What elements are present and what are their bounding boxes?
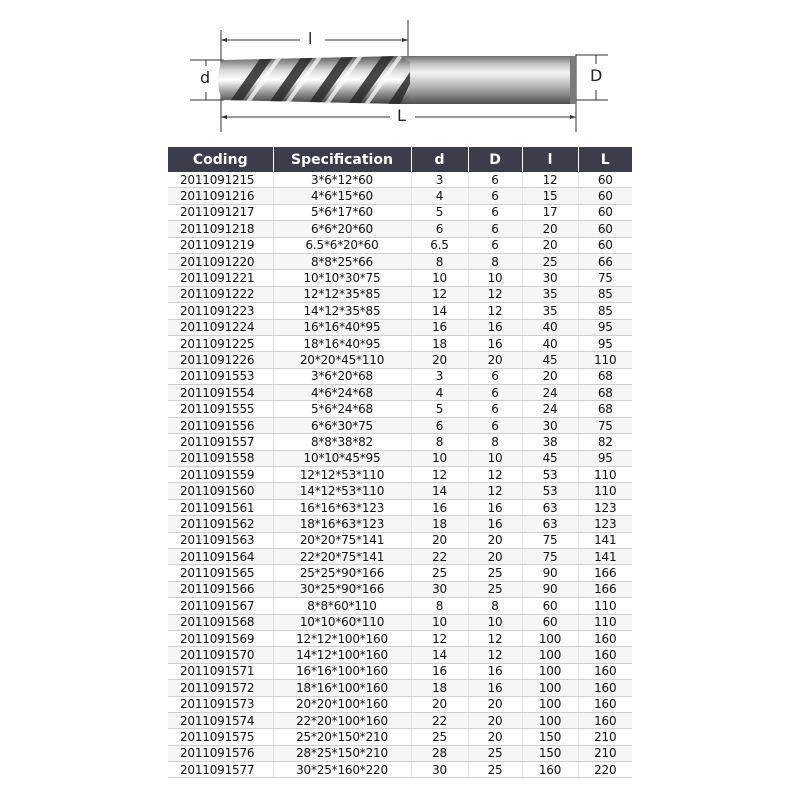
cell-specification: 5*6*24*68 — [273, 401, 411, 417]
cell-specification: 25*20*150*210 — [273, 729, 411, 745]
table-row — [168, 188, 632, 204]
shank-diameter-label: D — [590, 66, 603, 85]
table-row — [168, 483, 632, 499]
table-row — [168, 516, 632, 532]
cell-l: 100 — [522, 663, 578, 679]
cell-coding: 2011091563 — [168, 532, 273, 548]
cell-L: 160 — [578, 663, 632, 679]
cell-l: 75 — [522, 532, 578, 548]
cell-coding: 2011091568 — [168, 614, 273, 630]
cell-l: 100 — [522, 680, 578, 696]
cell-specification: 16*16*100*160 — [273, 663, 411, 679]
cell-D: 8 — [468, 598, 522, 614]
table-row — [168, 729, 632, 745]
cell-D: 6 — [468, 385, 522, 401]
cell-D: 25 — [468, 745, 522, 761]
cell-L: 60 — [578, 237, 632, 253]
cell-D: 20 — [468, 532, 522, 548]
cell-coding: 2011091557 — [168, 434, 273, 450]
table-row — [168, 434, 632, 450]
cell-l: 150 — [522, 745, 578, 761]
cell-specification: 20*20*75*141 — [273, 532, 411, 548]
cell-D: 12 — [468, 286, 522, 302]
cell-coding: 2011091576 — [168, 745, 273, 761]
cell-specification: 25*25*90*166 — [273, 565, 411, 581]
cell-L: 60 — [578, 188, 632, 204]
cell-d: 22 — [411, 548, 468, 564]
cell-L: 75 — [578, 270, 632, 286]
cell-L: 141 — [578, 532, 632, 548]
cell-specification: 30*25*90*166 — [273, 581, 411, 597]
cell-specification: 8*8*38*82 — [273, 434, 411, 450]
cell-specification: 6.5*6*20*60 — [273, 237, 411, 253]
cell-d: 10 — [411, 270, 468, 286]
cell-D: 6 — [468, 204, 522, 220]
cell-l: 100 — [522, 647, 578, 663]
cell-l: 17 — [522, 204, 578, 220]
cell-D: 6 — [468, 237, 522, 253]
cell-l: 12 — [522, 172, 578, 188]
cell-L: 123 — [578, 516, 632, 532]
cell-d: 8 — [411, 253, 468, 269]
cell-coding: 2011091564 — [168, 548, 273, 564]
cell-L: 60 — [578, 204, 632, 220]
cell-D: 8 — [468, 253, 522, 269]
cell-l: 75 — [522, 548, 578, 564]
cell-specification: 10*10*60*110 — [273, 614, 411, 630]
cell-specification: 14*12*53*110 — [273, 483, 411, 499]
cell-specification: 10*10*45*95 — [273, 450, 411, 466]
cell-coding: 2011091555 — [168, 401, 273, 417]
table-row — [168, 680, 632, 696]
cell-D: 20 — [468, 352, 522, 368]
cell-l: 53 — [522, 483, 578, 499]
table-row — [168, 745, 632, 761]
cell-L: 110 — [578, 467, 632, 483]
cell-L: 60 — [578, 221, 632, 237]
cell-d: 3 — [411, 368, 468, 384]
header-D: D — [468, 147, 522, 172]
cell-d: 12 — [411, 286, 468, 302]
cell-L: 60 — [578, 172, 632, 188]
cell-coding: 2011091222 — [168, 286, 273, 302]
cell-coding: 2011091577 — [168, 762, 273, 778]
cell-l: 90 — [522, 581, 578, 597]
cell-d: 14 — [411, 483, 468, 499]
cell-L: 75 — [578, 417, 632, 433]
cell-coding: 2011091566 — [168, 581, 273, 597]
cell-specification: 14*12*100*160 — [273, 647, 411, 663]
cell-L: 82 — [578, 434, 632, 450]
cell-l: 45 — [522, 450, 578, 466]
cell-L: 160 — [578, 680, 632, 696]
table-row — [168, 352, 632, 368]
table-row — [168, 253, 632, 269]
cell-l: 53 — [522, 467, 578, 483]
cell-D: 10 — [468, 614, 522, 630]
cell-d: 18 — [411, 335, 468, 351]
cell-L: 166 — [578, 581, 632, 597]
cell-coding: 2011091221 — [168, 270, 273, 286]
cell-coding: 2011091558 — [168, 450, 273, 466]
specification-table — [168, 147, 632, 778]
cell-l: 38 — [522, 434, 578, 450]
cell-specification: 28*25*150*210 — [273, 745, 411, 761]
cell-specification: 8*8*25*66 — [273, 253, 411, 269]
cell-coding: 2011091218 — [168, 221, 273, 237]
cell-d: 4 — [411, 385, 468, 401]
table-row — [168, 237, 632, 253]
cell-D: 20 — [468, 548, 522, 564]
cell-L: 110 — [578, 614, 632, 630]
cell-d: 10 — [411, 614, 468, 630]
table-row — [168, 385, 632, 401]
flute-length-label: l — [308, 29, 313, 48]
cell-coding: 2011091225 — [168, 335, 273, 351]
table-row — [168, 581, 632, 597]
table-row — [168, 598, 632, 614]
cell-D: 12 — [468, 630, 522, 646]
cell-coding: 2011091556 — [168, 417, 273, 433]
cell-specification: 14*12*35*85 — [273, 303, 411, 319]
cell-l: 45 — [522, 352, 578, 368]
table-row — [168, 548, 632, 564]
table-row — [168, 417, 632, 433]
cell-coding: 2011091219 — [168, 237, 273, 253]
cell-coding: 2011091569 — [168, 630, 273, 646]
cell-d: 6.5 — [411, 237, 468, 253]
cell-l: 30 — [522, 270, 578, 286]
cell-l: 25 — [522, 253, 578, 269]
cell-d: 16 — [411, 499, 468, 515]
cell-coding: 2011091554 — [168, 385, 273, 401]
cell-L: 66 — [578, 253, 632, 269]
cell-d: 3 — [411, 172, 468, 188]
cell-d: 6 — [411, 221, 468, 237]
cell-coding: 2011091215 — [168, 172, 273, 188]
cell-specification: 18*16*40*95 — [273, 335, 411, 351]
cell-coding: 2011091226 — [168, 352, 273, 368]
cell-l: 60 — [522, 598, 578, 614]
cell-coding: 2011091562 — [168, 516, 273, 532]
cell-coding: 2011091574 — [168, 712, 273, 728]
cell-l: 100 — [522, 696, 578, 712]
table-body — [168, 172, 632, 778]
cell-d: 20 — [411, 352, 468, 368]
cell-D: 10 — [468, 450, 522, 466]
table-row — [168, 450, 632, 466]
cell-coding: 2011091575 — [168, 729, 273, 745]
cell-specification: 22*20*100*160 — [273, 712, 411, 728]
cell-d: 8 — [411, 598, 468, 614]
table-row — [168, 270, 632, 286]
cell-d: 14 — [411, 647, 468, 663]
cell-D: 8 — [468, 434, 522, 450]
cell-D: 12 — [468, 467, 522, 483]
cell-L: 68 — [578, 401, 632, 417]
cell-L: 210 — [578, 745, 632, 761]
cell-D: 20 — [468, 696, 522, 712]
table-row — [168, 467, 632, 483]
table-row — [168, 401, 632, 417]
cell-coding: 2011091561 — [168, 499, 273, 515]
cell-l: 30 — [522, 417, 578, 433]
cell-L: 160 — [578, 630, 632, 646]
cell-D: 6 — [468, 221, 522, 237]
cell-D: 16 — [468, 335, 522, 351]
cell-L: 68 — [578, 368, 632, 384]
cell-coding: 2011091220 — [168, 253, 273, 269]
cell-coding: 2011091560 — [168, 483, 273, 499]
cell-L: 95 — [578, 319, 632, 335]
cell-specification: 4*6*15*60 — [273, 188, 411, 204]
cell-D: 16 — [468, 680, 522, 696]
cell-d: 10 — [411, 450, 468, 466]
header-d: d — [411, 147, 468, 172]
cell-d: 22 — [411, 712, 468, 728]
cell-D: 6 — [468, 368, 522, 384]
header-specification: Specification — [273, 147, 411, 172]
header-row — [168, 147, 632, 172]
cell-l: 35 — [522, 303, 578, 319]
table-row — [168, 663, 632, 679]
cell-d: 18 — [411, 680, 468, 696]
cell-D: 25 — [468, 581, 522, 597]
cell-specification: 3*6*12*60 — [273, 172, 411, 188]
cell-D: 20 — [468, 729, 522, 745]
cell-l: 40 — [522, 335, 578, 351]
cell-l: 24 — [522, 401, 578, 417]
cell-l: 20 — [522, 237, 578, 253]
overall-length-label: L — [397, 106, 406, 125]
table-row — [168, 532, 632, 548]
cell-L: 160 — [578, 696, 632, 712]
cell-specification: 18*16*100*160 — [273, 680, 411, 696]
cell-L: 160 — [578, 712, 632, 728]
cell-specification: 6*6*30*75 — [273, 417, 411, 433]
table-row — [168, 172, 632, 188]
cell-coding: 2011091565 — [168, 565, 273, 581]
cell-D: 12 — [468, 483, 522, 499]
cell-D: 6 — [468, 172, 522, 188]
cell-specification: 22*20*75*141 — [273, 548, 411, 564]
cell-D: 6 — [468, 417, 522, 433]
cutting-diameter-label: d — [200, 68, 211, 87]
cell-D: 10 — [468, 270, 522, 286]
cell-d: 25 — [411, 565, 468, 581]
table-row — [168, 303, 632, 319]
cell-d: 6 — [411, 417, 468, 433]
cell-l: 15 — [522, 188, 578, 204]
cell-coding: 2011091224 — [168, 319, 273, 335]
cell-l: 40 — [522, 319, 578, 335]
table-row — [168, 614, 632, 630]
cell-l: 63 — [522, 499, 578, 515]
cell-L: 210 — [578, 729, 632, 745]
cell-l: 35 — [522, 286, 578, 302]
cell-L: 220 — [578, 762, 632, 778]
table-row — [168, 319, 632, 335]
cell-L: 110 — [578, 598, 632, 614]
cell-D: 25 — [468, 762, 522, 778]
cell-coding: 2011091573 — [168, 696, 273, 712]
cell-d: 5 — [411, 401, 468, 417]
table-row — [168, 696, 632, 712]
header-coding: Coding — [168, 147, 273, 172]
cell-L: 110 — [578, 483, 632, 499]
cell-specification: 16*16*40*95 — [273, 319, 411, 335]
cell-specification: 3*6*20*68 — [273, 368, 411, 384]
cell-l: 90 — [522, 565, 578, 581]
cell-coding: 2011091567 — [168, 598, 273, 614]
cell-d: 18 — [411, 516, 468, 532]
cell-L: 160 — [578, 647, 632, 663]
cell-specification: 5*6*17*60 — [273, 204, 411, 220]
cell-d: 20 — [411, 696, 468, 712]
cell-L: 85 — [578, 303, 632, 319]
cell-d: 12 — [411, 467, 468, 483]
header-l: l — [522, 147, 578, 172]
cell-specification: 12*12*35*85 — [273, 286, 411, 302]
cell-d: 28 — [411, 745, 468, 761]
cell-d: 20 — [411, 532, 468, 548]
cell-specification: 30*25*160*220 — [273, 762, 411, 778]
cell-specification: 20*20*45*110 — [273, 352, 411, 368]
cell-d: 14 — [411, 303, 468, 319]
cell-d: 8 — [411, 434, 468, 450]
cell-l: 24 — [522, 385, 578, 401]
table-row — [168, 565, 632, 581]
cell-L: 95 — [578, 450, 632, 466]
cell-specification: 8*8*60*110 — [273, 598, 411, 614]
cell-d: 16 — [411, 319, 468, 335]
cell-coding: 2011091559 — [168, 467, 273, 483]
cell-L: 85 — [578, 286, 632, 302]
cell-specification: 10*10*30*75 — [273, 270, 411, 286]
cell-L: 123 — [578, 499, 632, 515]
header-L: L — [578, 147, 632, 172]
cell-d: 5 — [411, 204, 468, 220]
table-row — [168, 221, 632, 237]
cell-L: 68 — [578, 385, 632, 401]
cell-D: 12 — [468, 303, 522, 319]
cell-l: 20 — [522, 368, 578, 384]
cell-coding: 2011091216 — [168, 188, 273, 204]
cell-l: 63 — [522, 516, 578, 532]
cell-coding: 2011091570 — [168, 647, 273, 663]
cell-specification: 4*6*24*68 — [273, 385, 411, 401]
cell-l: 60 — [522, 614, 578, 630]
cell-specification: 20*20*100*160 — [273, 696, 411, 712]
table-row — [168, 712, 632, 728]
cell-L: 141 — [578, 548, 632, 564]
cell-specification: 16*16*63*123 — [273, 499, 411, 515]
cell-D: 25 — [468, 565, 522, 581]
cell-d: 30 — [411, 581, 468, 597]
cell-L: 95 — [578, 335, 632, 351]
cell-d: 25 — [411, 729, 468, 745]
cell-specification: 18*16*63*123 — [273, 516, 411, 532]
cell-d: 12 — [411, 630, 468, 646]
table-row — [168, 335, 632, 351]
cell-specification: 6*6*20*60 — [273, 221, 411, 237]
table-row — [168, 647, 632, 663]
cell-coding: 2011091553 — [168, 368, 273, 384]
cell-D: 16 — [468, 516, 522, 532]
cell-l: 20 — [522, 221, 578, 237]
cell-coding: 2011091217 — [168, 204, 273, 220]
table-row — [168, 368, 632, 384]
cell-D: 6 — [468, 401, 522, 417]
cell-D: 16 — [468, 499, 522, 515]
cell-l: 150 — [522, 729, 578, 745]
cell-L: 166 — [578, 565, 632, 581]
table-row — [168, 204, 632, 220]
cell-L: 110 — [578, 352, 632, 368]
cell-coding: 2011091571 — [168, 663, 273, 679]
cell-D: 12 — [468, 647, 522, 663]
table-header — [168, 147, 632, 172]
cell-specification: 12*12*53*110 — [273, 467, 411, 483]
table-row — [168, 499, 632, 515]
cell-l: 100 — [522, 712, 578, 728]
cell-d: 4 — [411, 188, 468, 204]
table-row — [168, 630, 632, 646]
cell-coding: 2011091572 — [168, 680, 273, 696]
cell-d: 16 — [411, 663, 468, 679]
cell-l: 100 — [522, 630, 578, 646]
cell-coding: 2011091223 — [168, 303, 273, 319]
cell-D: 16 — [468, 319, 522, 335]
cell-D: 20 — [468, 712, 522, 728]
cell-d: 30 — [411, 762, 468, 778]
end-mill-diagram — [0, 0, 800, 145]
shank — [400, 56, 576, 104]
cell-specification: 12*12*100*160 — [273, 630, 411, 646]
cell-D: 6 — [468, 188, 522, 204]
cell-D: 16 — [468, 663, 522, 679]
cell-l: 160 — [522, 762, 578, 778]
table-row — [168, 286, 632, 302]
table-row — [168, 762, 632, 778]
